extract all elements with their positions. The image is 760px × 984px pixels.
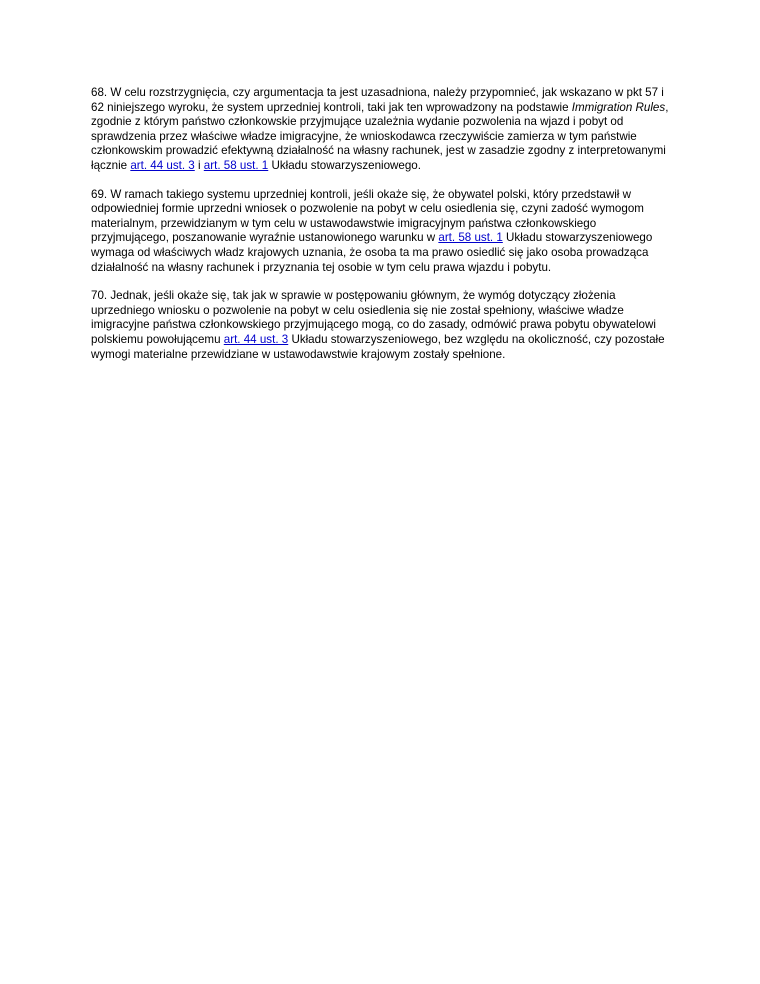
paragraph-text: 69. W ramach takiego systemu uprzedniej kontroli, jeśli okaże się, że obywatel polski, który przedstawił w odpowiedniej formie uprzedni wniosek o pozwolenie na pobyt w celu osiedlenia się, czyni zadość wymogom materialnym, przewidzianym w tym celu w ustawodawstwie imigracyjnym państwa członkowskiego przyjmującego, poszanowanie wyraźnie ustanowionego warunku w (91, 187, 644, 245)
paragraph-text: i (194, 158, 204, 172)
paragraph-text: 68. W celu rozstrzygnięcia, czy argumentacja ta jest uzasadniona, należy przypomnieć, jak wskazano w pkt 57 i 62 niniejszego wyroku, że system uprzedniej kontroli, taki jak ten wprowadzony na podstawie (91, 86, 664, 114)
paragraph-text: , zgodnie z którym państwo członkowskie przyjmujące uzależnia wydanie pozwolenia na wjazd i pobyt od sprawdzenia przez właściwe władze imigracyjne, że wnioskodawca rzeczywiście zamierza w tym państwie członkowskim prowadzić efektywną działalność na własny rachunek, jest w zasadzie zgodny z interpretowanymi łącznie (91, 100, 669, 172)
paragraph-68 (91, 86, 671, 174)
paragraph-text: Układu stowarzyszeniowego. (268, 158, 421, 172)
italic-term: Immigration Rules (571, 100, 666, 114)
article-link-44-3[interactable]: art. 44 ust. 3 (223, 332, 289, 346)
document-body (91, 86, 671, 376)
article-link-44-3[interactable]: art. 44 ust. 3 (130, 158, 195, 172)
paragraph-text: Układu stowarzyszeniowego wymaga od właściwych władz krajowych uznania, że osoba ta ma prawo osiedlić się jako osoba prowadząca działalność na własny rachunek i przyznania tej osobie w tym celu prawa wjazdu i pobytu. (91, 231, 653, 274)
paragraph-text: Układu stowarzyszeniowego, bez względu na okoliczność, czy pozostałe wymogi materialne przewidziane w ustawodawstwie krajowym zostały spełnione. (91, 332, 665, 361)
paragraph-text: 70. Jednak, jeśli okaże się, tak jak w sprawie w postępowaniu głównym, że wymóg dotyczący złożenia uprzedniego wniosku o pozwolenie na pobyt w celu osiedlenia się nie został spełniony, właściwe władze imigracyjne państwa członkowskiego przyjmującego mogą, co do zasady, odmówić prawa pobytu obywatelowi polskiemu powołującemu (91, 289, 656, 346)
paragraph-69 (91, 188, 671, 276)
article-link-58-1[interactable]: art. 58 ust. 1 (203, 158, 269, 172)
article-link-58-1[interactable]: art. 58 ust. 1 (438, 231, 503, 245)
paragraph-70 (91, 289, 671, 362)
